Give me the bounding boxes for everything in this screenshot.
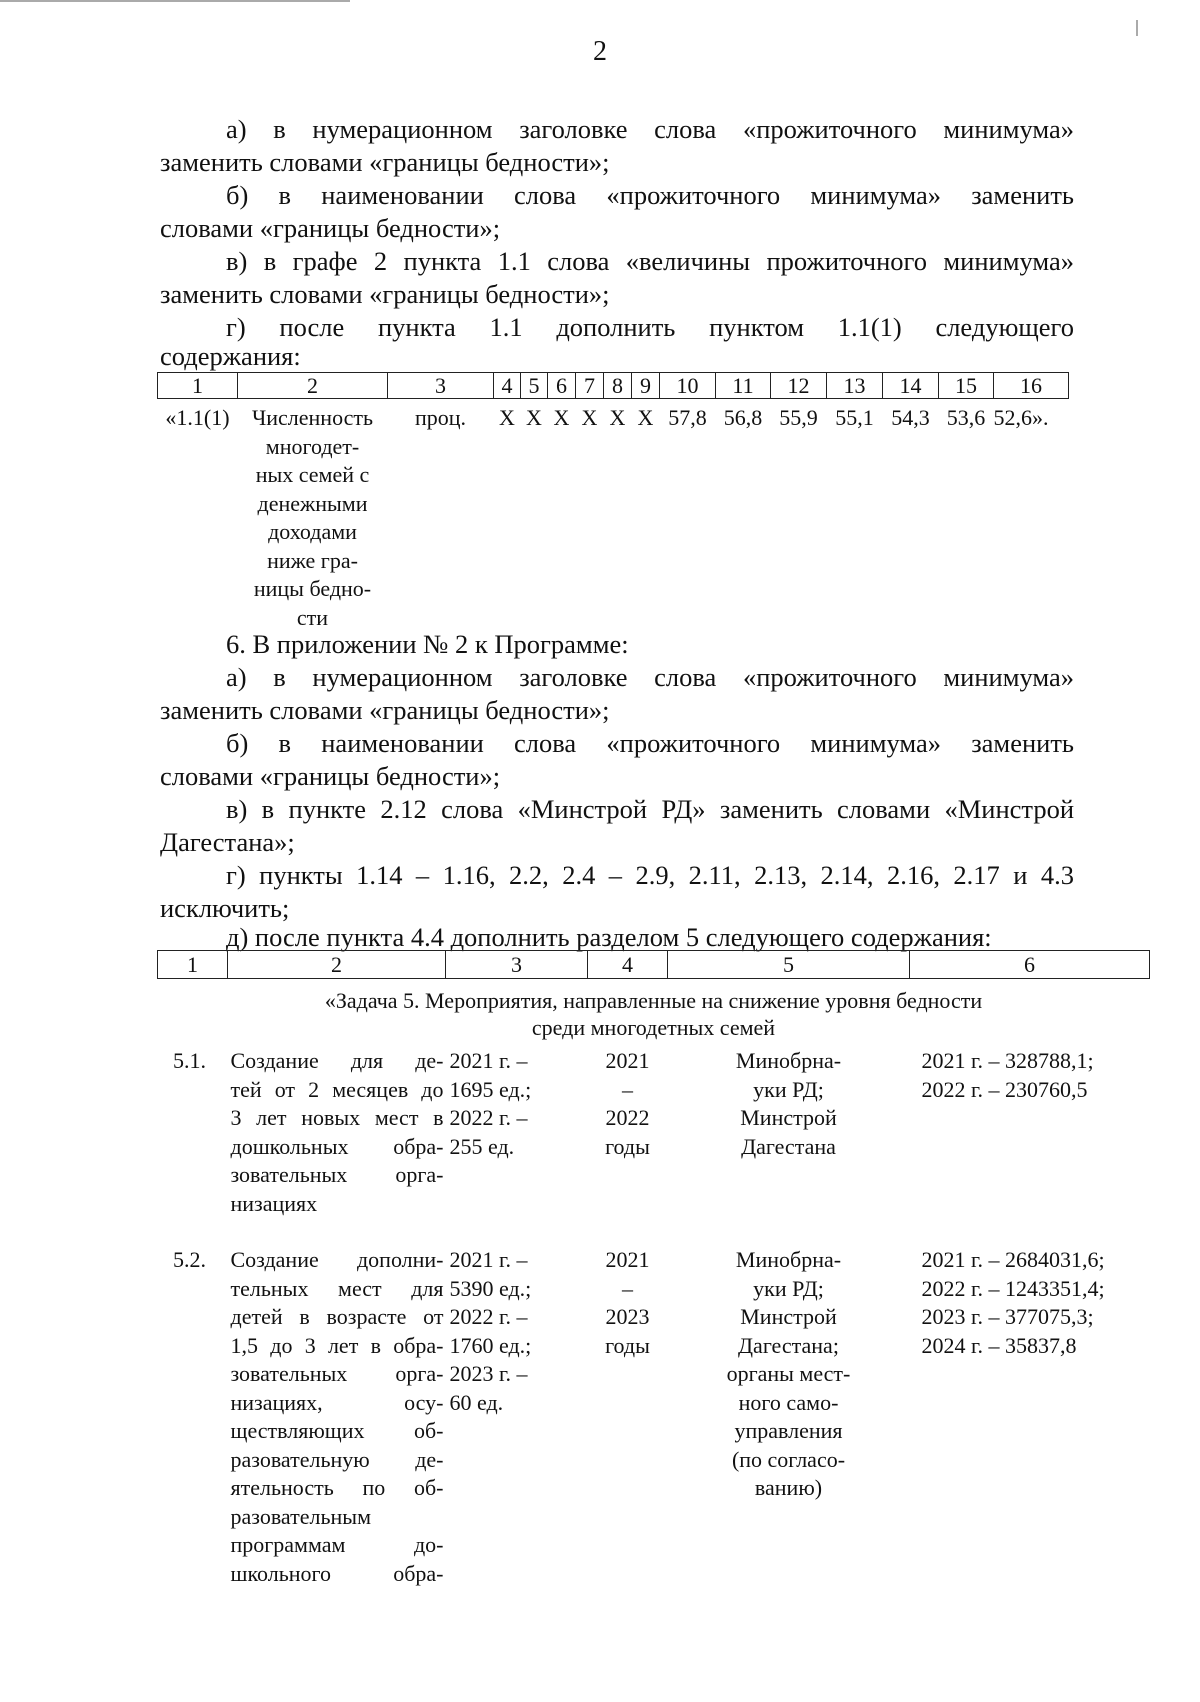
column-header: 1 (158, 951, 228, 979)
column-header: 11 (716, 373, 771, 399)
indicator-name-line: ниже гра- (267, 547, 358, 573)
indicator-table (157, 372, 1069, 632)
section-6-line: исключить; (160, 893, 290, 923)
quantity-line: 2022 г. – (449, 1304, 528, 1329)
description-line: Создание дополни- (230, 1247, 444, 1272)
column-header: 5 (521, 373, 548, 399)
executor-line: Дагестана (741, 1133, 836, 1159)
task-heading-line: среди многодетных семей (531, 1015, 776, 1040)
quantity-cell (446, 1047, 588, 1218)
description-line: зовательных орга- (230, 1162, 444, 1187)
row-number: 5.2. (173, 1247, 206, 1272)
funding-line: 2022 г. – 1243351,4; (921, 1275, 1105, 1301)
indicator-name (238, 399, 388, 633)
quantity-line: 2023 г. – (449, 1361, 528, 1386)
spacer-cell (158, 1218, 1150, 1246)
quantity-line: 60 ед. (449, 1389, 504, 1415)
description-line: разовательную де- (230, 1446, 444, 1472)
quantity-line: 1695 ед.; (449, 1076, 532, 1102)
value-cell: 56,8 (723, 405, 763, 430)
quantity-cell (446, 1246, 588, 1588)
row-number: 5.1. (173, 1048, 206, 1073)
intro-line: г) после пункта 1.1 дополнить пунктом 1.1(1) следующего (226, 312, 1074, 342)
value-cell: X (553, 405, 570, 430)
indicator-name-line: ницы бедно- (253, 576, 372, 601)
executor-line: Минобрна- (735, 1048, 842, 1073)
funding-line: 2023 г. – 377075,3; (921, 1304, 1094, 1329)
measures-table (157, 950, 1150, 1588)
executor-line: ванию) (754, 1475, 823, 1500)
description-line: тельных мест для (230, 1275, 444, 1301)
value-cell: 55,1 (835, 405, 874, 430)
intro-line: заменить словами «границы бедности»; (160, 147, 610, 177)
column-header: 6 (910, 951, 1150, 979)
column-header: 9 (632, 373, 660, 399)
column-header: 8 (604, 373, 632, 399)
section-6-line: Дагестана»; (160, 827, 295, 857)
section-6-line: г) пункты 1.14 – 1.16, 2.2, 2.4 – 2.9, 2.11, 2.13, 2.14, 2.16, 2.17 и 4.3 (226, 860, 1074, 890)
task-heading-line: «Задача 5. Мероприятия, направленные на снижение уровня бедности (324, 988, 983, 1013)
column-header: 3 (388, 373, 494, 399)
column-header: 13 (827, 373, 883, 399)
intro-line: а) в нумерационном заголовке слова «прожиточного минимума» (226, 114, 1074, 144)
value-cell: X (637, 405, 654, 430)
indicator-name-line: денежными (257, 490, 368, 516)
column-header: 16 (994, 373, 1069, 399)
column-header: 4 (494, 373, 521, 399)
period-line: – (622, 1076, 633, 1102)
task-heading-row (158, 979, 1150, 1048)
section-6-line: словами «границы бедности»; (160, 761, 501, 791)
description-line: школьного обра- (230, 1560, 444, 1586)
intro-line: содержания: (160, 341, 301, 371)
section-6-line: в) в пункте 2.12 слова «Минстрой РД» заменить словами «Минстрой (226, 794, 1074, 824)
quantity-line: 5390 ед.; (449, 1275, 532, 1301)
executor-cell (668, 1246, 910, 1588)
description-line: тей от 2 месяцев до (230, 1076, 444, 1102)
period-cell (588, 1047, 668, 1218)
period-line: 2023 (605, 1304, 650, 1329)
description-line: ществляющих об- (230, 1418, 444, 1443)
executor-line: Минстрой (740, 1105, 837, 1130)
column-header: 2 (228, 951, 446, 979)
period-cell (588, 1246, 668, 1588)
funding-line: 2021 г. – 2684031,6; (921, 1247, 1105, 1272)
executor-line: уки РД; (753, 1076, 824, 1102)
description-line: дошкольных обра- (230, 1133, 444, 1159)
quantity-line: 2021 г. – (449, 1048, 528, 1073)
measure-description (228, 1047, 446, 1218)
column-header: 4 (588, 951, 668, 979)
indicator-name-line: ных семей с (255, 462, 370, 487)
section-6-line: б) в наименовании слова «прожиточного минимума» заменить (226, 728, 1074, 758)
executor-cell (668, 1047, 910, 1218)
description-line: 1,5 до 3 лет в обра- (230, 1332, 444, 1358)
page-number: 2 (593, 36, 607, 67)
column-header: 3 (446, 951, 588, 979)
section-6-line: заменить словами «границы бедности»; (160, 695, 610, 725)
intro-line: заменить словами «границы бедности»; (160, 279, 610, 309)
description-line: низациях, осу- (230, 1389, 444, 1415)
intro-paragraphs (160, 113, 1074, 371)
value-cell: X (499, 405, 515, 430)
period-line: – (622, 1275, 633, 1301)
description-line: зовательных орга- (230, 1361, 444, 1386)
value-cell: X (581, 405, 598, 430)
column-header: 14 (883, 373, 939, 399)
column-header: 2 (238, 373, 388, 399)
section-6-paragraphs (160, 628, 1074, 952)
intro-line: б) в наименовании слова «прожиточного минимума» заменить (226, 180, 1074, 210)
indicator-name-line: доходами (268, 519, 357, 544)
row-spacer (158, 1218, 1150, 1246)
task-heading (158, 979, 1150, 1048)
table-row (158, 399, 1069, 633)
period-line: 2021 (605, 1247, 650, 1272)
executor-line: уки РД; (753, 1275, 824, 1301)
section-6-heading: 6. В приложении № 2 к Программе: (226, 629, 629, 659)
value-cell: X (609, 405, 626, 430)
section-6-line: а) в нумерационном заголовке слова «прожиточного минимума» (226, 662, 1074, 692)
funding-cell (910, 1246, 1150, 1588)
value-cell: 53,6 (946, 405, 986, 430)
executor-line: Минобрна- (735, 1247, 842, 1272)
measures-header-row (158, 951, 1150, 979)
indicator-header-row (158, 373, 1069, 399)
column-header: 6 (548, 373, 576, 399)
section-6-line: д) после пункта 4.4 дополнить разделом 5 следующего содержания: (226, 922, 992, 952)
quantity-line: 255 ед. (449, 1133, 515, 1159)
scan-edge-mark (1136, 20, 1138, 36)
period-line: 2021 (605, 1048, 650, 1073)
description-line: Создание для де- (230, 1048, 444, 1073)
value-cell: 57,8 (668, 405, 707, 430)
quantity-line: 2022 г. – (449, 1105, 528, 1130)
description-line: программам до- (230, 1532, 444, 1557)
unit-cell: проц. (414, 405, 467, 430)
column-header: 5 (668, 951, 910, 979)
quantity-line: 2021 г. – (449, 1247, 528, 1272)
value-cell: 55,9 (779, 405, 818, 430)
funding-cell (910, 1047, 1150, 1218)
quantity-line: 1760 ед.; (449, 1332, 532, 1358)
column-header: 12 (771, 373, 827, 399)
column-header: 10 (660, 373, 716, 399)
executor-line: Дагестана; (738, 1332, 839, 1358)
row-number: «1.1(1) (165, 405, 230, 430)
description-line: детей в возрасте от (230, 1304, 444, 1329)
funding-line: 2021 г. – 328788,1; (921, 1048, 1094, 1073)
indicator-name-line: многодет- (265, 433, 360, 459)
table-row (158, 1047, 1150, 1218)
column-header: 1 (158, 373, 238, 399)
funding-line: 2024 г. – 35837,8 (921, 1332, 1077, 1358)
intro-line: в) в графе 2 пункта 1.1 слова «величины прожиточного минимума» (226, 246, 1074, 276)
value-cell: X (526, 405, 542, 430)
value-cell: 52,6». (993, 405, 1049, 430)
description-line: ятельность по об- (230, 1475, 444, 1500)
funding-line: 2022 г. – 230760,5 (921, 1076, 1088, 1102)
description-line: 3 лет новых мест в (230, 1105, 444, 1130)
description-line: разовательным (230, 1503, 371, 1529)
column-header: 7 (576, 373, 604, 399)
column-header: 15 (939, 373, 994, 399)
executor-line: ного само- (738, 1389, 839, 1415)
scan-edge-mark (0, 0, 350, 2)
indicator-name-line: Численность (251, 405, 374, 430)
executor-line: (по согласо- (731, 1446, 846, 1472)
period-line: годы (605, 1332, 650, 1358)
measure-description (228, 1246, 446, 1588)
executor-line: органы мест- (726, 1361, 851, 1386)
executor-line: управления (734, 1418, 843, 1443)
period-line: 2022 (605, 1105, 650, 1130)
value-cell: 54,3 (891, 405, 930, 430)
table-row (158, 1246, 1150, 1588)
period-line: годы (605, 1133, 650, 1159)
executor-line: Минстрой (740, 1304, 837, 1329)
indicator-name-line: сти (296, 604, 329, 630)
intro-line: словами «границы бедности»; (160, 213, 501, 243)
description-line: низациях (230, 1190, 318, 1216)
